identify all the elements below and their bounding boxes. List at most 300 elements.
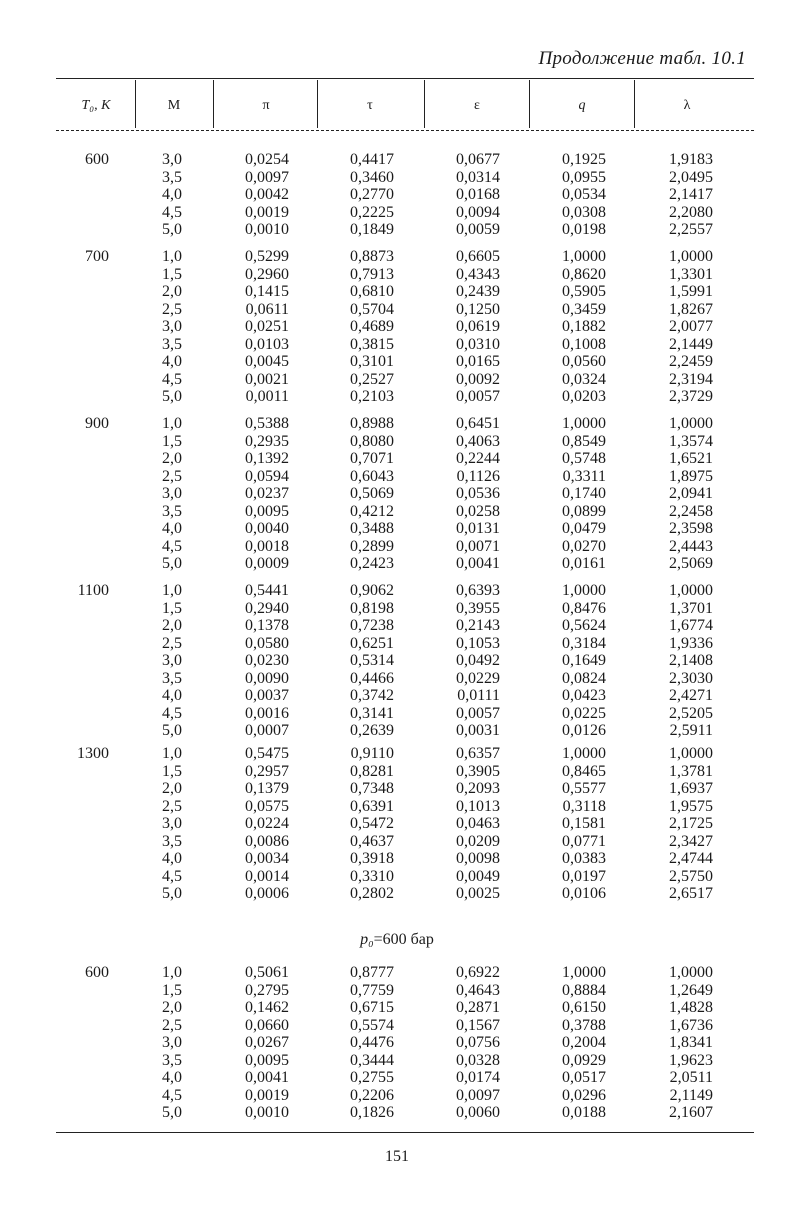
table-cell: 2,0 (162, 780, 182, 797)
table-cell: 0,0019 (245, 1086, 289, 1104)
table-cell: 0,1126 (456, 467, 500, 485)
table-cell: 0,0254 (245, 151, 289, 168)
column-M (128, 151, 182, 239)
column-tau (325, 582, 394, 740)
column-lambda (640, 415, 713, 573)
table-cell: 0,0270 (562, 537, 606, 555)
table-cell: 2,1607 (669, 1104, 713, 1121)
table-cell: 0,0251 (245, 318, 289, 335)
table-cell: 0,0168 (456, 186, 500, 203)
header-divider (634, 80, 635, 128)
column-eps (430, 582, 500, 740)
table-cell: 3,5 (162, 1051, 182, 1069)
table-cell: 1,6774 (669, 617, 713, 634)
table-cell: 1,8267 (669, 300, 713, 318)
table-cell: 2,5069 (669, 555, 713, 572)
table-cell: 0,0031 (456, 722, 500, 739)
table-cell: 5,0 (162, 555, 182, 572)
table-cell: 0,0756 (456, 1034, 500, 1051)
table-cell: 0,3444 (350, 1051, 394, 1069)
table-cell: 0,0060 (456, 1104, 500, 1121)
table-cell: 0,0034 (245, 850, 289, 867)
table-cell: 0,0045 (245, 353, 289, 370)
table-cell: 1,5 (162, 599, 182, 617)
table-cell: 0,6451 (456, 415, 500, 432)
table-cell: 0,0057 (456, 704, 500, 722)
table-cell: 1,5 (162, 265, 182, 283)
table-cell: 0,1392 (245, 450, 289, 467)
table-bottom-rule (56, 1132, 754, 1133)
table-cell: 0,0324 (562, 370, 606, 388)
table-cell: 0,2143 (456, 617, 500, 634)
table-cell: 0,3905 (456, 762, 500, 780)
table-cell: 0,1415 (245, 283, 289, 300)
table-cell: 1,3701 (669, 599, 713, 617)
row-t0-value: 600 (85, 151, 109, 168)
table-cell: 0,4637 (350, 832, 394, 850)
table-cell: 2,5 (162, 634, 182, 652)
table-cell: 0,0086 (245, 832, 289, 850)
table-cell: 0,2639 (350, 722, 394, 739)
table-cell: 0,0209 (456, 832, 500, 850)
table-cell: 0,2935 (245, 432, 289, 450)
column-pi (220, 582, 289, 740)
table-cell: 1,0 (162, 248, 182, 265)
table-cell: 1,0000 (562, 582, 606, 599)
table-cell: 2,2458 (669, 502, 713, 520)
table-cell: 0,2960 (245, 265, 289, 283)
table-cell: 0,5475 (245, 745, 289, 762)
table-cell: 0,7913 (350, 265, 394, 283)
table-cell: 3,0 (162, 485, 182, 502)
column-M (128, 964, 182, 1122)
table-cell: 4,0 (162, 186, 182, 203)
table-cell: 0,8549 (562, 432, 606, 450)
table-cell: 0,3311 (562, 467, 606, 485)
table-cell: 2,0 (162, 450, 182, 467)
table-cell: 0,0258 (456, 502, 500, 520)
table-cell: 0,2957 (245, 762, 289, 780)
table-cell: 1,6521 (669, 450, 713, 467)
header-lambda: λ (683, 98, 691, 113)
table-cell: 0,2004 (562, 1034, 606, 1051)
header-divider (213, 80, 214, 128)
table-cell: 0,0097 (456, 1086, 500, 1104)
table-cell: 0,0007 (245, 722, 289, 739)
table-cell: 1,0000 (562, 745, 606, 762)
table-cell: 0,8476 (562, 599, 606, 617)
row-t0-value: 900 (85, 415, 109, 432)
table-cell: 1,0000 (669, 582, 713, 599)
table-cell: 2,0 (162, 283, 182, 300)
table-cell: 0,1740 (562, 485, 606, 502)
table-cell: 4,5 (162, 704, 182, 722)
table-cell: 2,1149 (669, 1086, 713, 1104)
table-cell: 0,2244 (456, 450, 500, 467)
table-cell: 0,0097 (245, 168, 289, 186)
table-cell: 5,0 (162, 722, 182, 739)
table-cell: 0,7238 (350, 617, 394, 634)
table-cell: 0,6605 (456, 248, 500, 265)
table-cell: 2,2557 (669, 221, 713, 238)
table-cell: 0,0106 (562, 885, 606, 902)
table-cell: 0,0594 (245, 467, 289, 485)
column-q (536, 964, 606, 1122)
table-cell: 2,3427 (669, 832, 713, 850)
table-cell: 0,0111 (457, 687, 500, 704)
table-cell: 0,0203 (562, 388, 606, 405)
column-M (128, 248, 182, 406)
table-cell: 0,0010 (245, 1104, 289, 1121)
table-cell: 3,5 (162, 168, 182, 186)
column-pi (220, 745, 289, 903)
header-divider (424, 80, 425, 128)
table-cell: 1,6736 (669, 1016, 713, 1034)
header-epsilon: ε (474, 98, 480, 113)
table-cell: 0,0230 (245, 652, 289, 669)
table-cell: 4,5 (162, 867, 182, 885)
table-cell: 0,2770 (350, 186, 394, 203)
table-cell: 0,2225 (350, 203, 394, 221)
table-cell: 3,5 (162, 832, 182, 850)
table-cell: 2,3194 (669, 370, 713, 388)
table-cell: 2,2459 (669, 353, 713, 370)
table-cell: 1,6937 (669, 780, 713, 797)
table-cell: 1,9623 (669, 1051, 713, 1069)
table-cell: 0,6922 (456, 964, 500, 981)
table-cell: 4,0 (162, 850, 182, 867)
column-pi (220, 248, 289, 406)
table-cell: 0,5574 (350, 1016, 394, 1034)
table-cell: 0,3788 (562, 1016, 606, 1034)
table-cell: 2,0941 (669, 485, 713, 502)
table-cell: 0,0161 (562, 555, 606, 572)
table-cell: 5,0 (162, 221, 182, 238)
table-cell: 0,3101 (350, 353, 394, 370)
table-cell: 0,3141 (350, 704, 394, 722)
table-cell: 1,0000 (562, 415, 606, 432)
table-cell: 0,2423 (350, 555, 394, 572)
table-cell: 0,3742 (350, 687, 394, 704)
table-cell: 1,5 (162, 432, 182, 450)
table-cell: 1,0 (162, 582, 182, 599)
header-top-rule (56, 78, 754, 79)
column-tau (325, 151, 394, 239)
table-cell: 0,6391 (350, 797, 394, 815)
table-cell: 0,0771 (562, 832, 606, 850)
column-tau (325, 415, 394, 573)
table-cell: 1,0000 (669, 248, 713, 265)
column-tau (325, 964, 394, 1122)
table-cell: 4,5 (162, 537, 182, 555)
column-eps (430, 151, 500, 239)
table-cell: 2,5205 (669, 704, 713, 722)
table-cell: 3,0 (162, 652, 182, 669)
table-cell: 0,0092 (456, 370, 500, 388)
table-cell: 0,2802 (350, 885, 394, 902)
header-bottom-rule (56, 130, 754, 131)
table-cell: 2,6517 (669, 885, 713, 902)
table-cell: 5,0 (162, 388, 182, 405)
table-cell: 0,0059 (456, 221, 500, 238)
column-M (128, 745, 182, 903)
table-cell: 1,5991 (669, 283, 713, 300)
table-cell: 0,3815 (350, 335, 394, 353)
table-cell: 2,4443 (669, 537, 713, 555)
table-cell: 0,0296 (562, 1086, 606, 1104)
table-cell: 0,8281 (350, 762, 394, 780)
table-cell: 0,5314 (350, 652, 394, 669)
table-cell: 0,0071 (456, 537, 500, 555)
table-cell: 0,6715 (350, 999, 394, 1016)
table-cell: 0,0955 (562, 168, 606, 186)
table-cell: 0,5299 (245, 248, 289, 265)
column-q (536, 415, 606, 573)
table-cell: 0,2439 (456, 283, 500, 300)
header-tau: τ (367, 98, 373, 113)
table-cell: 4,5 (162, 203, 182, 221)
table-cell: 0,0042 (245, 186, 289, 203)
table-cell: 0,4063 (456, 432, 500, 450)
table-cell: 0,8080 (350, 432, 394, 450)
table-cell: 0,5577 (562, 780, 606, 797)
table-caption: Продолжение табл. 10.1 (538, 48, 746, 69)
table-cell: 2,3030 (669, 669, 713, 687)
table-cell: 0,5069 (350, 485, 394, 502)
table-cell: 0,4643 (456, 981, 500, 999)
table-cell: 0,0014 (245, 867, 289, 885)
table-cell: 0,3118 (562, 797, 606, 815)
table-cell: 0,0041 (456, 555, 500, 572)
table-cell: 2,1408 (669, 652, 713, 669)
table-cell: 3,0 (162, 151, 182, 168)
table-cell: 0,5748 (562, 450, 606, 467)
table-cell: 0,0463 (456, 815, 500, 832)
table-cell: 2,5 (162, 1016, 182, 1034)
header-divider (135, 80, 136, 128)
table-cell: 0,4212 (350, 502, 394, 520)
column-pi (220, 151, 289, 239)
table-cell: 0,5905 (562, 283, 606, 300)
table-cell: 2,4744 (669, 850, 713, 867)
table-cell: 2,5 (162, 797, 182, 815)
table-cell: 0,1378 (245, 617, 289, 634)
table-cell: 4,0 (162, 1069, 182, 1086)
header-divider (529, 80, 530, 128)
table-cell: 0,0560 (562, 353, 606, 370)
table-cell: 2,5750 (669, 867, 713, 885)
table-cell: 0,0492 (456, 652, 500, 669)
column-eps (430, 964, 500, 1122)
table-cell: 0,0165 (456, 353, 500, 370)
table-cell: 3,5 (162, 502, 182, 520)
table-cell: 0,0094 (456, 203, 500, 221)
table-cell: 1,3574 (669, 432, 713, 450)
table-cell: 1,0 (162, 415, 182, 432)
table-cell: 0,6357 (456, 745, 500, 762)
column-eps (430, 415, 500, 573)
table-cell: 0,0479 (562, 520, 606, 537)
table-cell: 1,0000 (669, 964, 713, 981)
table-cell: 0,1581 (562, 815, 606, 832)
column-M (128, 415, 182, 573)
table-cell: 0,0010 (245, 221, 289, 238)
table-cell: 0,0660 (245, 1016, 289, 1034)
table-cell: 0,0328 (456, 1051, 500, 1069)
table-cell: 0,0929 (562, 1051, 606, 1069)
header-divider (317, 80, 318, 128)
table-cell: 2,0495 (669, 168, 713, 186)
table-cell: 0,0016 (245, 704, 289, 722)
table-cell: 1,9575 (669, 797, 713, 815)
table-cell: 0,3459 (562, 300, 606, 318)
table-cell: 0,0899 (562, 502, 606, 520)
column-q (536, 151, 606, 239)
table-cell: 0,1053 (456, 634, 500, 652)
table-cell: 0,5472 (350, 815, 394, 832)
table-cell: 0,8884 (562, 981, 606, 999)
table-cell: 0,8873 (350, 248, 394, 265)
table-cell: 0,0090 (245, 669, 289, 687)
table-cell: 0,0040 (245, 520, 289, 537)
table-cell: 0,0019 (245, 203, 289, 221)
table-cell: 3,0 (162, 815, 182, 832)
table-cell: 0,8465 (562, 762, 606, 780)
table-cell: 0,5061 (245, 964, 289, 981)
table-cell: 0,0095 (245, 502, 289, 520)
row-t0-value: 1100 (77, 582, 109, 599)
table-cell: 2,0 (162, 617, 182, 634)
table-cell: 0,8777 (350, 964, 394, 981)
table-cell: 0,0049 (456, 867, 500, 885)
column-q (536, 582, 606, 740)
table-cell: 0,0619 (456, 318, 500, 335)
column-q (536, 248, 606, 406)
column-eps (430, 248, 500, 406)
table-cell: 0,6251 (350, 634, 394, 652)
table-cell: 0,0131 (456, 520, 500, 537)
table-cell: 0,0188 (562, 1104, 606, 1121)
table-cell: 0,3184 (562, 634, 606, 652)
table-cell: 0,7759 (350, 981, 394, 999)
table-cell: 0,7071 (350, 450, 394, 467)
table-cell: 0,7348 (350, 780, 394, 797)
table-cell: 1,5 (162, 762, 182, 780)
table-cell: 0,6150 (562, 999, 606, 1016)
pressure-label (0, 931, 794, 949)
table-cell: 0,0018 (245, 537, 289, 555)
table-cell: 1,8975 (669, 467, 713, 485)
table-cell: 0,4417 (350, 151, 394, 168)
table-cell: 0,0009 (245, 555, 289, 572)
row-t0-value: 700 (85, 248, 109, 265)
pressure-value: =600 бар (373, 931, 434, 948)
table-cell: 3,0 (162, 318, 182, 335)
table-cell: 4,0 (162, 353, 182, 370)
table-cell: 0,0095 (245, 1051, 289, 1069)
header-pi: π (262, 98, 270, 113)
table-cell: 2,5 (162, 300, 182, 318)
column-q (536, 745, 606, 903)
table-cell: 1,4828 (669, 999, 713, 1016)
table-cell: 4,0 (162, 520, 182, 537)
table-cell: 0,4689 (350, 318, 394, 335)
table-cell: 0,0534 (562, 186, 606, 203)
table-cell: 0,8620 (562, 265, 606, 283)
table-cell: 5,0 (162, 885, 182, 902)
table-cell: 0,5441 (245, 582, 289, 599)
table-cell: 1,9336 (669, 634, 713, 652)
table-cell: 0,2527 (350, 370, 394, 388)
table-cell: 0,9062 (350, 582, 394, 599)
table-cell: 0,1462 (245, 999, 289, 1016)
table-cell: 0,0314 (456, 168, 500, 186)
table-cell: 0,0824 (562, 669, 606, 687)
table-cell: 0,0267 (245, 1034, 289, 1051)
table-cell: 0,0006 (245, 885, 289, 902)
page-number: 151 (385, 1148, 409, 1165)
table-cell: 0,1649 (562, 652, 606, 669)
table-cell: 2,1449 (669, 335, 713, 353)
table-cell: 3,5 (162, 335, 182, 353)
table-cell: 2,3598 (669, 520, 713, 537)
table-cell: 1,0000 (669, 745, 713, 762)
table-cell: 0,0103 (245, 335, 289, 353)
table-cell: 2,0077 (669, 318, 713, 335)
table-cell: 0,6810 (350, 283, 394, 300)
table-cell: 1,0000 (562, 964, 606, 981)
table-cell: 0,0126 (562, 722, 606, 739)
column-lambda (640, 151, 713, 239)
column-pi (220, 964, 289, 1122)
table-cell: 0,0021 (245, 370, 289, 388)
table-cell: 1,0 (162, 745, 182, 762)
table-cell: 0,0224 (245, 815, 289, 832)
table-cell: 1,3301 (669, 265, 713, 283)
table-cell: 0,1013 (456, 797, 500, 815)
table-cell: 0,8988 (350, 415, 394, 432)
header-q: q (578, 98, 586, 113)
table-cell: 0,1379 (245, 780, 289, 797)
table-cell: 0,0011 (245, 388, 289, 405)
table-cell: 2,5 (162, 467, 182, 485)
row-t0-value: 1300 (77, 745, 109, 762)
table-cell: 0,0037 (245, 687, 289, 704)
table-cell: 0,2755 (350, 1069, 394, 1086)
table-cell: 0,0310 (456, 335, 500, 353)
table-cell: 0,2940 (245, 599, 289, 617)
table-cell: 0,1567 (456, 1016, 500, 1034)
table-cell: 2,2080 (669, 203, 713, 221)
row-t0-value: 600 (85, 964, 109, 981)
table-cell: 0,1826 (350, 1104, 394, 1121)
table-cell: 0,4343 (456, 265, 500, 283)
header-mach: M (167, 98, 181, 113)
table-cell: 0,0229 (456, 669, 500, 687)
table-cell: 0,0225 (562, 704, 606, 722)
table-cell: 0,1925 (562, 151, 606, 168)
table-cell: 2,3729 (669, 388, 713, 405)
table-cell: 0,2206 (350, 1086, 394, 1104)
table-cell: 0,3460 (350, 168, 394, 186)
table-cell: 2,1417 (669, 186, 713, 203)
table-cell: 0,3488 (350, 520, 394, 537)
table-cell: 2,4271 (669, 687, 713, 704)
table-cell: 1,3781 (669, 762, 713, 780)
table-cell: 2,5911 (669, 722, 713, 739)
column-lambda (640, 248, 713, 406)
table-cell: 4,5 (162, 370, 182, 388)
